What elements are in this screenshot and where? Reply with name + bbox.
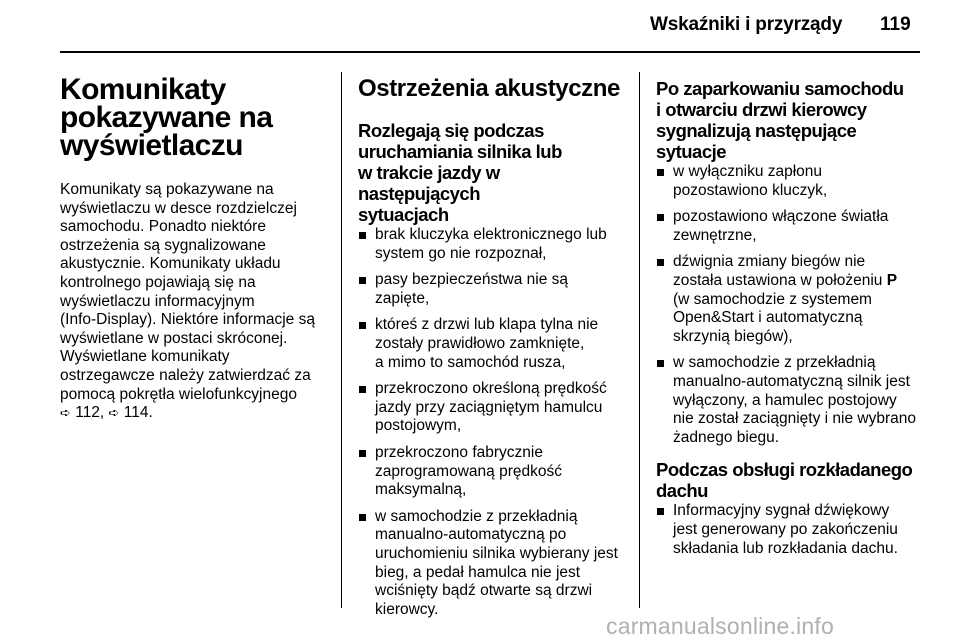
list-item [358,380,626,436]
list-item-text: w wyłączniku zapłonu pozostawiono kluczyk, [673,163,828,199]
page-header [0,0,960,60]
list-item-text: przekroczono określoną prędkość jazdy przy zaciągniętym hamulcu postojowym, [375,380,607,435]
list-item [656,253,922,346]
list-item [656,502,922,558]
page-ref-arrow-icon: ➪ [60,405,71,421]
square-bullet-icon [359,277,366,284]
subheading-after-parking: Po zaparkowaniu samochodu i otwarciu drzwi kierowcy sygnalizują następujące sytuacje [656,78,904,162]
square-bullet-icon [657,214,664,221]
list-item [358,508,626,620]
list-item-text: któreś z drzwi lub klapa tylna nie zostały prawidłowo zamknięte, a mimo to samochód rusza, [375,316,599,371]
column-3 [656,70,922,566]
gear-position-p: P [886,271,898,289]
square-bullet-icon [359,386,366,393]
list-item [358,271,626,308]
list-item-text: w samochodzie z przekładnią manualno-automatyczną po uruchomieniu silnika wybierany jest bieg, a pedał hamulca nie jest wciśnięty bądź otwarte są drzwi kierowcy. [375,507,618,618]
roof-warning-list [656,502,922,558]
acoustic-warning-list [358,226,626,619]
square-bullet-icon [657,259,664,266]
subheading-engine-start-driving: Rozlegają się podczas uruchamiania silnika lub w trakcie jazdy w następujących sytuacjach [358,120,562,225]
parking-warning-list [656,163,922,447]
list-item-text: pozostawiono włączone światła zewnętrzne, [673,208,889,244]
section-heading-messages: Komunikaty pokazywane na wyświetlaczu [60,73,273,162]
header-divider [60,51,920,53]
column-divider-2 [639,72,640,608]
list-item-text: brak kluczyka elektronicznego lub system go nie rozpoznał, [375,226,607,262]
square-bullet-icon [657,508,664,515]
gear-item-text-after: (w samochodzie z systemem Open&Start i automatyczną skrzynią biegów), [673,290,872,345]
list-item [656,163,922,200]
square-bullet-icon [657,360,664,367]
square-bullet-icon [359,450,366,457]
list-item [358,316,626,372]
square-bullet-icon [657,169,664,176]
column-divider-1 [341,72,342,608]
messages-paragraph [60,181,332,423]
list-item-text: przekroczono fabrycznie zaprogramowaną prędkość maksymalną, [375,443,562,499]
column-2 [358,70,626,627]
list-item-text: Informacyjny sygnał dźwiękowy jest generowany po zakończeniu składania lub rozkładania dachu. [673,502,898,557]
watermark: carmanualsonline.info [606,613,834,639]
running-header-title: Wskaźniki i przyrządy [650,14,843,35]
subheading-folding-roof: Podczas obsługi rozkładanego dachu [656,459,913,502]
square-bullet-icon [359,514,366,521]
list-item-text: pasy bezpieczeństwa nie są zapięte, [375,271,569,307]
list-item [358,444,626,500]
section-heading-acoustic-warnings: Ostrzeżenia akustyczne [358,75,620,102]
page-ref-link-112[interactable]: 112, [75,404,109,422]
list-item [358,226,626,263]
page-ref-link-114[interactable]: 114. [123,404,153,422]
list-item-text: w samochodzie z przekładnią manualno-automatyczną silnik jest wyłączony, a hamulec postojowy nie został zaciągnięty i nie wybrano żadnego biegu. [673,354,916,446]
square-bullet-icon [359,322,366,329]
square-bullet-icon [359,232,366,239]
list-item [656,354,922,447]
gear-item-text-before: dźwignia zmiany biegów nie została ustawiona w położeniu [673,253,883,289]
column-1 [60,70,332,423]
list-item [656,208,922,245]
messages-paragraph-text: Komunikaty są pokazywane na wyświetlaczu w desce rozdzielczej samochodu. Ponadto niektóre ostrzeżenia są sygnalizowane akustycznie. Komunikaty układu kontrolnego pojawiają się na wyświetlaczu informacyjnym (Info-Display). Niektóre informacje są wyświetlane w postaci skróconej. Wyświetlane komunikaty ostrzegawcze należy zatwierdzać za pomocą pokrętła wielofunkcyjnego [60,181,315,403]
page-ref-arrow-icon: ➪ [108,405,120,421]
page-number: 119 [880,14,911,35]
